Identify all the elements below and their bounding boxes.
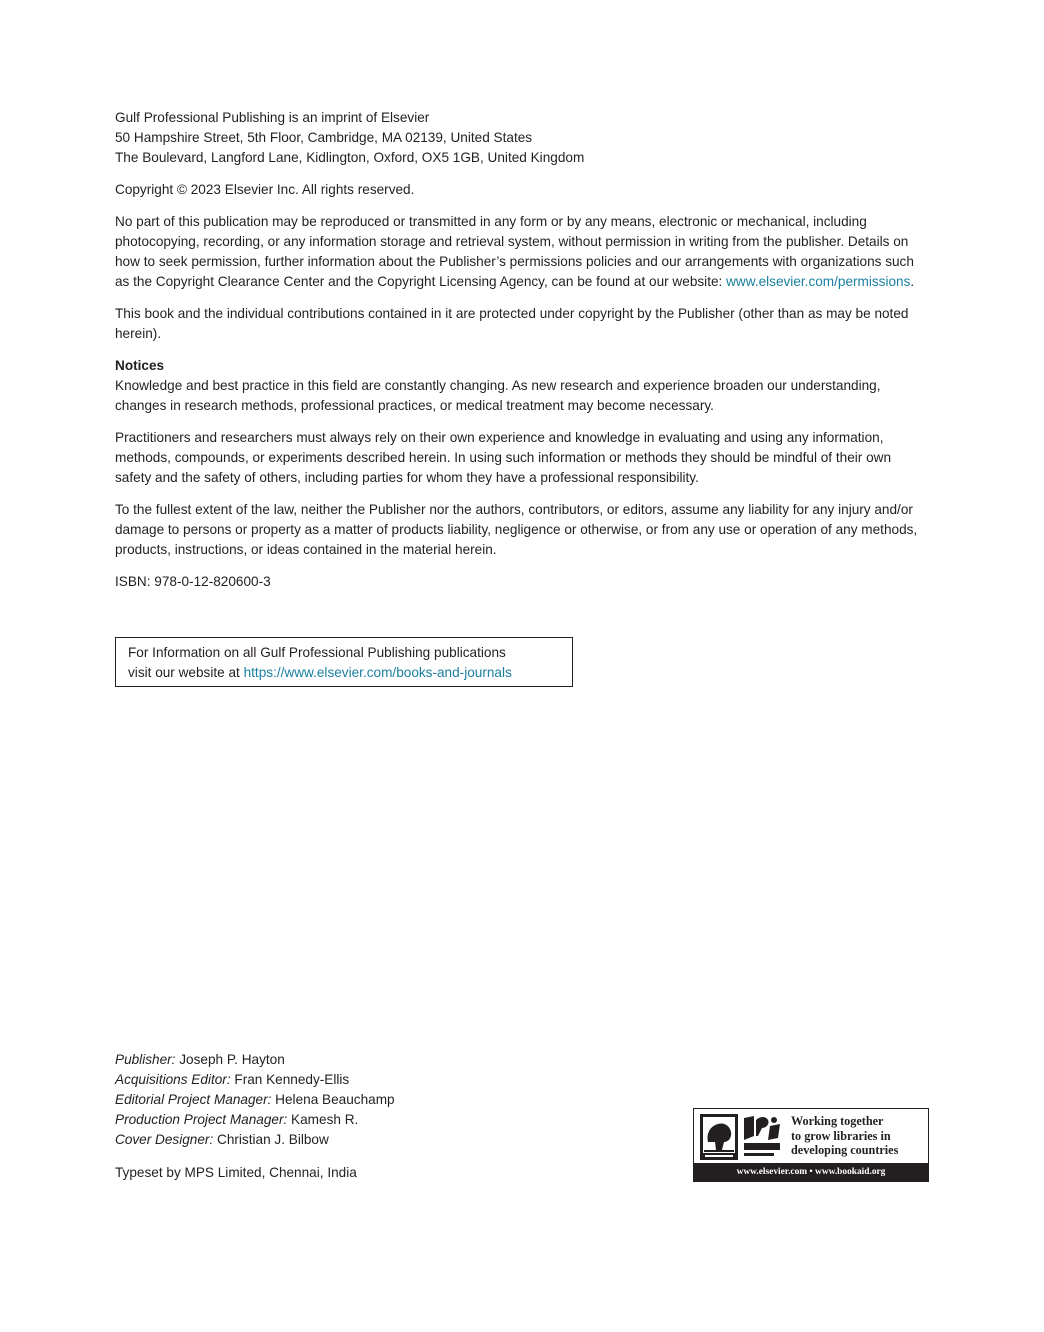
info-box-line-2 — [128, 663, 560, 683]
credit-name: Joseph P. Hayton — [175, 1052, 285, 1067]
notices-paragraph-3: To the fullest extent of the law, neither the Publisher nor the authors, contributors, or editors, assume any liability for any injury and/or damage to persons or property as a matter of products liability, negligence or otherwise, or from any use or operation of any methods, products, instructions, or ideas contained in the material herein. — [115, 502, 918, 557]
copyright-page — [115, 108, 930, 604]
permissions-link[interactable]: www.elsevier.com/permissions — [726, 274, 911, 289]
address-line-1: Gulf Professional Publishing is an imprint of Elsevier — [115, 110, 430, 125]
credits-list — [115, 1050, 535, 1150]
publisher-address — [115, 108, 930, 168]
credit-name: Christian J. Bilbow — [213, 1132, 329, 1147]
isbn: ISBN: 978-0-12-820600-3 — [115, 574, 271, 589]
notices-paragraph-2: Practitioners and researchers must always rely on their own experience and knowledge in evaluating and using any information, methods, compounds, or experiments described herein. In using such information or methods they should be mindful of their own safety and the safety of others, including parties for whom they have a professional responsibility. — [115, 430, 892, 485]
books-journals-link[interactable]: https://www.elsevier.com/books-and-journals — [243, 665, 512, 680]
info-box-line-1: For Information on all Gulf Professional Publishing publications — [128, 645, 506, 660]
permissions-end: . — [910, 274, 915, 289]
typeset-note: Typeset by MPS Limited, Chennai, India — [115, 1165, 357, 1180]
credit-name: Helena Beauchamp — [271, 1092, 395, 1107]
badge-line-3: developing countries — [791, 1143, 899, 1158]
book-aid-logo-icon — [744, 1116, 780, 1156]
credit-item — [115, 1130, 535, 1150]
credit-role: Acquisitions Editor: — [115, 1072, 231, 1087]
credit-role: Production Project Manager: — [115, 1112, 288, 1127]
credit-name: Kamesh R. — [287, 1112, 359, 1127]
address-line-3: The Boulevard, Langford Lane, Kidlington, Oxford, OX5 1GB, United Kingdom — [115, 150, 585, 165]
badge-footer[interactable]: www.elsevier.com • www.bookaid.org — [694, 1163, 928, 1181]
info-box-prefix: visit our website at — [128, 665, 244, 680]
credit-item — [115, 1110, 535, 1130]
credit-role: Editorial Project Manager: — [115, 1092, 272, 1107]
elsevier-tree-icon — [700, 1114, 738, 1160]
badge-line-1: Working together — [791, 1114, 884, 1128]
credit-role: Cover Designer: — [115, 1132, 214, 1147]
copyright-notice: Copyright © 2023 Elsevier Inc. All rights reserved. — [115, 182, 415, 197]
credit-role: Publisher: — [115, 1052, 176, 1067]
badge-line-2: to grow libraries in — [791, 1128, 891, 1143]
notices-paragraph-1: Knowledge and best practice in this field are constantly changing. As new research and experience broaden our understanding, changes in research methods, professional practices, or medical treatment may become necessary. — [115, 378, 881, 413]
notices-heading: Notices — [115, 358, 165, 373]
badge-logos — [700, 1114, 782, 1160]
credit-item — [115, 1070, 535, 1090]
notices-section — [115, 356, 930, 560]
credit-item — [115, 1090, 535, 1110]
badge-tagline — [791, 1114, 925, 1158]
credit-item — [115, 1050, 535, 1070]
permissions-text: No part of this publication may be reproduced or transmitted in any form or by any means, electronic or mechanical, including photocopying, recording, or any information storage and retrieval system, without permission in writing from the publisher. Details on how to seek permission, further information about the Publisher’s permissions policies and our arrangements with organizations such as the Copyright Clearance Center and the Copyright Licensing Agency, can be found at our website: — [115, 214, 914, 289]
credit-name: Fran Kennedy-Ellis — [230, 1072, 350, 1087]
info-box — [115, 637, 573, 687]
permissions-paragraph — [115, 212, 930, 292]
address-line-2: 50 Hampshire Street, 5th Floor, Cambridge, MA 02139, United States — [115, 130, 533, 145]
protection-paragraph: This book and the individual contributions contained in it are protected under copyright by the Publisher (other than as may be noted herein). — [115, 306, 909, 341]
book-aid-badge — [693, 1108, 929, 1182]
